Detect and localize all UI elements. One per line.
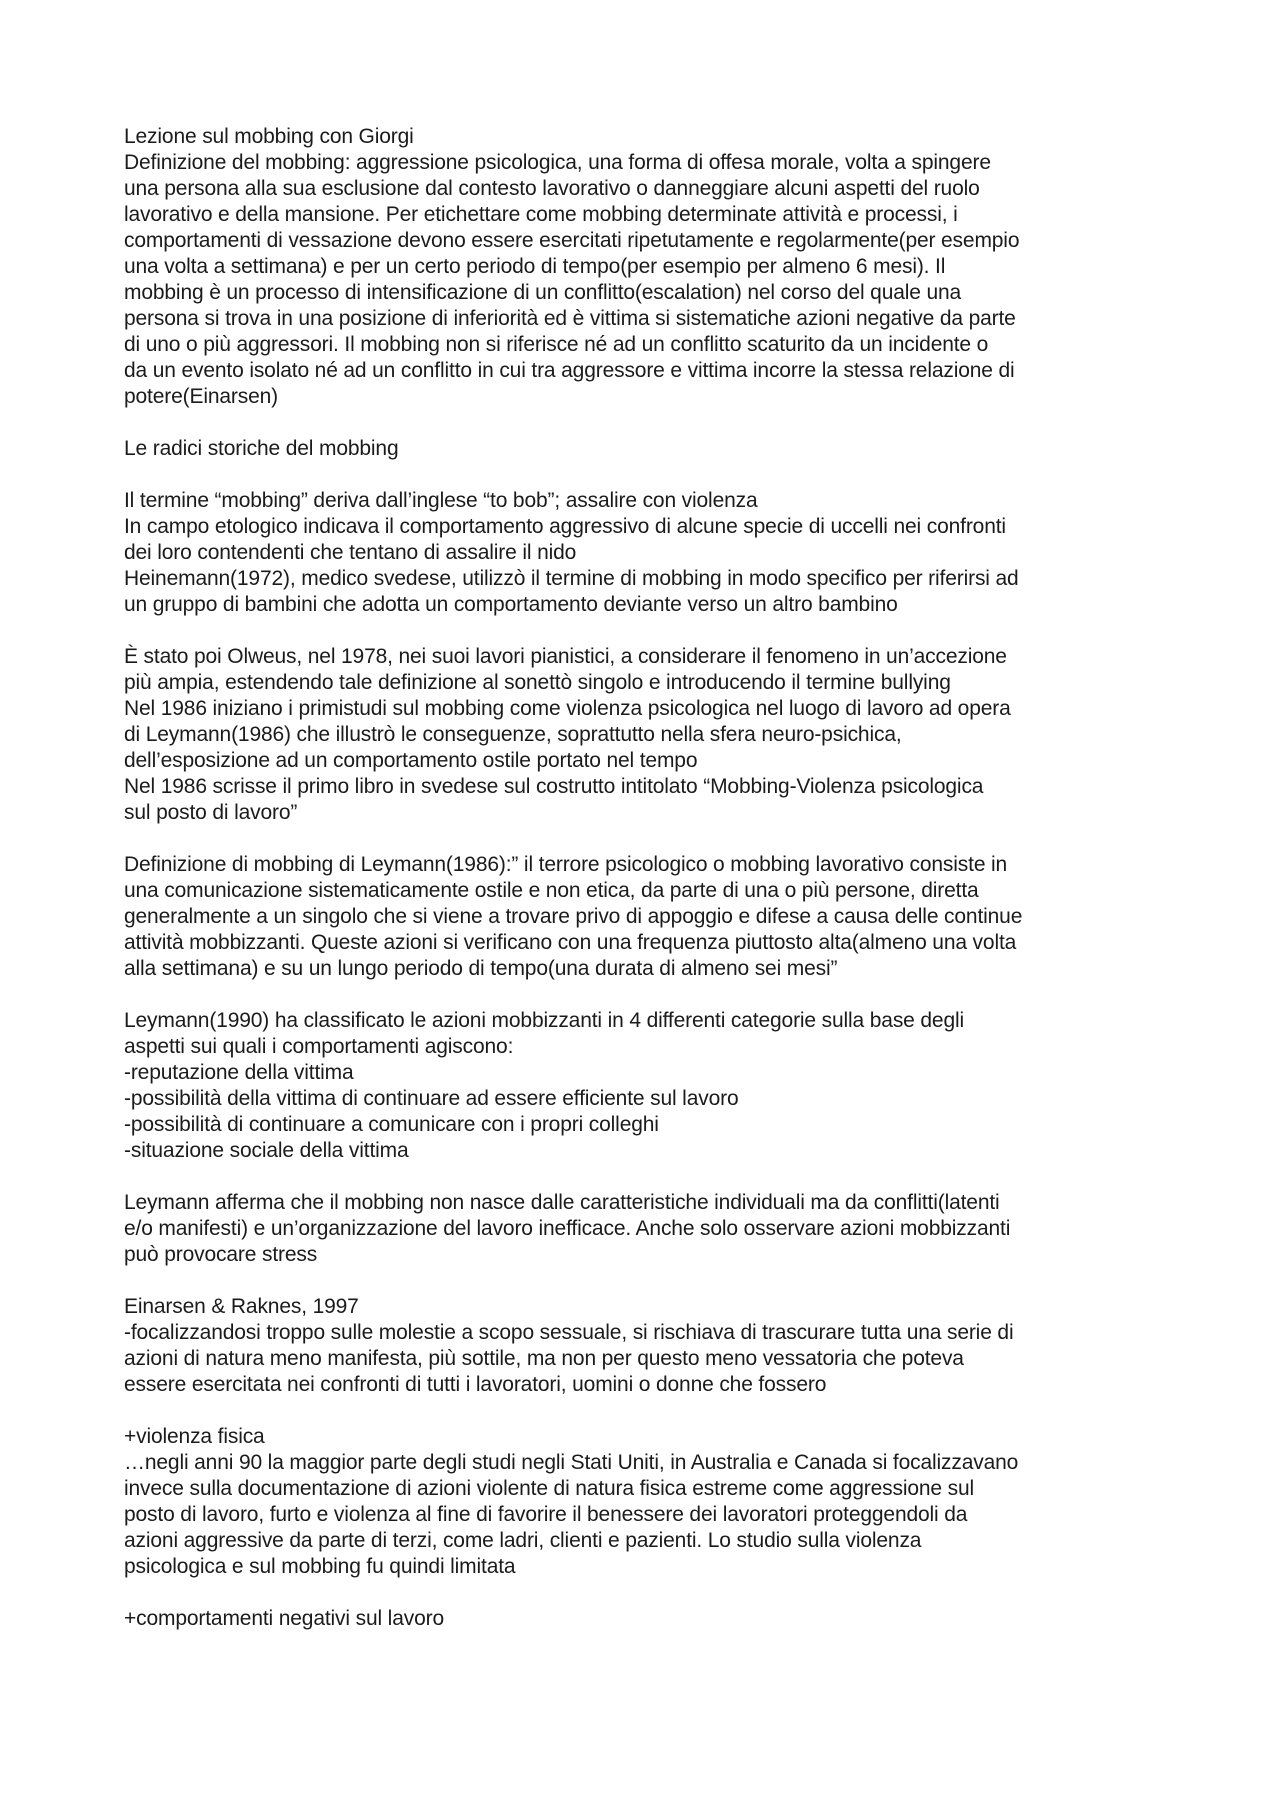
text-line: comportamenti di vessazione devono essere esercitati ripetutamente e regolarmente(per esempio	[124, 229, 1020, 252]
text-line: Lezione sul mobbing con Giorgi	[124, 125, 414, 148]
text-line: -possibilità di continuare a comunicare con i propri colleghi	[124, 1113, 659, 1136]
text-line: più ampia, estendendo tale definizione al sonettò singolo e introducendo il termine bullying	[124, 671, 951, 694]
text-line: Definizione di mobbing di Leymann(1986):” il terrore psicologico o mobbing lavorativo consiste in	[124, 853, 1008, 876]
paragraph	[124, 124, 1174, 410]
paragraph-spacer	[124, 462, 1174, 488]
text-line: un gruppo di bambini che adotta un comportamento deviante verso un altro bambino	[124, 593, 898, 616]
paragraph	[124, 1606, 1174, 1632]
text-line: da un evento isolato né ad un conflitto in cui tra aggressore e vittima incorre la stessa relazione di	[124, 359, 1015, 382]
paragraph	[124, 1008, 1174, 1164]
paragraph-spacer	[124, 618, 1174, 644]
text-line: Leymann afferma che il mobbing non nasce dalle caratteristiche individuali ma da conflitti(latenti	[124, 1191, 1000, 1214]
text-line: …negli anni 90 la maggior parte degli studi negli Stati Uniti, in Australia e Canada si focalizzavano	[124, 1451, 1019, 1474]
paragraph	[124, 1424, 1174, 1580]
paragraph-spacer	[124, 982, 1174, 1008]
text-line: generalmente a un singolo che si viene a trovare privo di appoggio e difese a causa delle continue	[124, 905, 1023, 928]
text-line: mobbing è un processo di intensificazione di un conflitto(escalation) nel corso del quale una	[124, 281, 962, 304]
text-line: di uno o più aggressori. Il mobbing non si riferisce né ad un conflitto scaturito da un incidente o	[124, 333, 989, 356]
paragraph	[124, 488, 1174, 618]
text-line: dei loro contendenti che tentano di assalire il nido	[124, 541, 577, 564]
text-line: aspetti sui quali i comportamenti agiscono:	[124, 1035, 514, 1058]
text-line: persona si trova in una posizione di inferiorità ed è vittima si sistematiche azioni negative da parte	[124, 307, 1016, 330]
document-body	[124, 124, 1174, 1632]
text-line: Nel 1986 scrisse il primo libro in svedese sul costrutto intitolato “Mobbing-Violenza psicologica	[124, 775, 984, 798]
paragraph-spacer	[124, 1398, 1174, 1424]
text-line: essere esercitata nei confronti di tutti i lavoratori, uomini o donne che fossero	[124, 1373, 827, 1396]
text-line: Heinemann(1972), medico svedese, utilizzò il termine di mobbing in modo specifico per riferirsi ad	[124, 567, 1019, 590]
text-line: una comunicazione sistematicamente ostile e non etica, da parte di una o più persone, diretta	[124, 879, 979, 902]
text-line: -situazione sociale della vittima	[124, 1139, 409, 1162]
text-line: Nel 1986 iniziano i primistudi sul mobbing come violenza psicologica nel luogo di lavoro ad opera	[124, 697, 1011, 720]
text-line: e/o manifesti) e un’organizzazione del lavoro inefficace. Anche solo osservare azioni mobbizzanti	[124, 1217, 1011, 1240]
text-line: Il termine “mobbing” deriva dall’inglese “to bob”; assalire con violenza	[124, 489, 758, 512]
text-line: una volta a settimana) e per un certo periodo di tempo(per esempio per almeno 6 mesi). Il	[124, 255, 946, 278]
text-line: alla settimana) e su un lungo periodo di tempo(una durata di almeno sei mesi”	[124, 957, 838, 980]
text-line: -possibilità della vittima di continuare ad essere efficiente sul lavoro	[124, 1087, 739, 1110]
paragraph-spacer	[124, 1580, 1174, 1606]
text-line: -reputazione della vittima	[124, 1061, 354, 1084]
text-line: Le radici storiche del mobbing	[124, 437, 399, 460]
paragraph-spacer	[124, 1268, 1174, 1294]
text-line: azioni di natura meno manifesta, più sottile, ma non per questo meno vessatoria che poteva	[124, 1347, 964, 1370]
text-line: potere(Einarsen)	[124, 385, 279, 408]
paragraph	[124, 1294, 1174, 1398]
text-line: di Leymann(1986) che illustrò le conseguenze, soprattutto nella sfera neuro-psichica,	[124, 723, 902, 746]
paragraph-spacer	[124, 410, 1174, 436]
text-line: psicologica e sul mobbing fu quindi limitata	[124, 1555, 516, 1578]
text-line: una persona alla sua esclusione dal contesto lavorativo o danneggiare alcuni aspetti del ruolo	[124, 177, 980, 200]
text-line: può provocare stress	[124, 1243, 318, 1266]
paragraph-spacer	[124, 826, 1174, 852]
paragraph	[124, 644, 1174, 826]
text-line: +comportamenti negativi sul lavoro	[124, 1607, 444, 1630]
text-line: azioni aggressive da parte di terzi, come ladri, clienti e pazienti. Lo studio sulla violenza	[124, 1529, 922, 1552]
text-line: sul posto di lavoro”	[124, 801, 298, 824]
text-line: In campo etologico indicava il comportamento aggressivo di alcune specie di uccelli nei confronti	[124, 515, 1006, 538]
text-line: attività mobbizzanti. Queste azioni si verificano con una frequenza piuttosto alta(almeno una volta	[124, 931, 1017, 954]
text-line: dell’esposizione ad un comportamento ostile portato nel tempo	[124, 749, 698, 772]
text-line: lavorativo e della mansione. Per etichettare come mobbing determinate attività e processi, i	[124, 203, 958, 226]
paragraph	[124, 1190, 1174, 1268]
text-line: +violenza fisica	[124, 1425, 265, 1448]
text-line: Definizione del mobbing: aggressione psicologica, una forma di offesa morale, volta a spingere	[124, 151, 991, 174]
text-line: -focalizzandosi troppo sulle molestie a scopo sessuale, si rischiava di trascurare tutta una serie di	[124, 1321, 1014, 1344]
text-line: posto di lavoro, furto e violenza al fine di favorire il benessere dei lavoratori proteggendoli da	[124, 1503, 968, 1526]
text-line: Einarsen & Raknes, 1997	[124, 1295, 359, 1318]
paragraph-spacer	[124, 1164, 1174, 1190]
paragraph	[124, 436, 1174, 462]
text-line: Leymann(1990) ha classificato le azioni mobbizzanti in 4 differenti categorie sulla base degli	[124, 1009, 965, 1032]
text-line: invece sulla documentazione di azioni violente di natura fisica estreme come aggressione sul	[124, 1477, 975, 1500]
text-line: È stato poi Olweus, nel 1978, nei suoi lavori pianistici, a considerare il fenomeno in un’accezione	[124, 645, 1007, 668]
paragraph	[124, 852, 1174, 982]
